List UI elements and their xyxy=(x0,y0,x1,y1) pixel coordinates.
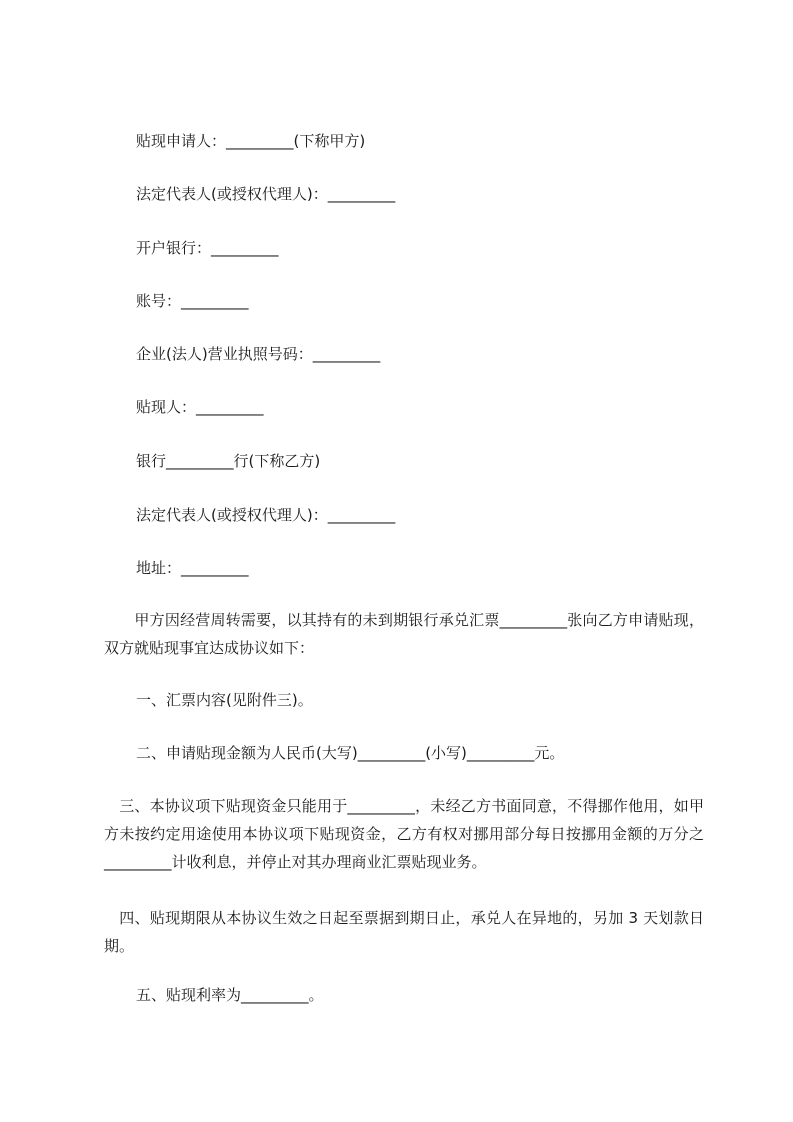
field-bank-party-b: 银行_________行(下称乙方) xyxy=(136,452,321,470)
clause-2: 二、申请贴现金额为人民币(大写)_________(小写)_________元。 xyxy=(136,744,565,762)
field-address: 地址：_________ xyxy=(136,559,249,577)
field-discounter: 贴现人：_________ xyxy=(136,398,264,416)
field-applicant: 贴现申请人：_________(下称甲方) xyxy=(136,132,366,150)
field-account-number: 账号：_________ xyxy=(136,292,249,310)
intro-paragraph: 甲方因经营周转需要，以其持有的未到期银行承兑汇票_________张向乙方申请贴现，双方就贴现事宜达成协议如下： xyxy=(104,611,704,657)
field-legal-rep-party-a: 法定代表人(或授权代理人)：_________ xyxy=(136,185,396,203)
clause-1: 一、汇票内容(见附件三)。 xyxy=(136,691,313,709)
clause-3: 三、本协议项下贴现资金只能用于_________，未经乙方书面同意，不得挪作他用，如甲方未按约定用途使用本协议项下贴现资金，乙方有权对挪用部分每日按挪用金额的万分之_________计收利息，并停止对其办理商业汇票贴现业务。 xyxy=(104,797,704,871)
field-business-license: 企业(法人)营业执照号码：_________ xyxy=(136,345,381,363)
field-opening-bank: 开户银行：_________ xyxy=(136,239,279,257)
field-legal-rep-party-b: 法定代表人(或授权代理人)：_________ xyxy=(136,506,396,524)
clause-5: 五、贴现利率为_________。 xyxy=(136,986,324,1004)
clause-4: 四、贴现期限从本协议生效之日起至票据到期日止，承兑人在异地的，另加 3 天划款日期。 xyxy=(104,909,704,955)
